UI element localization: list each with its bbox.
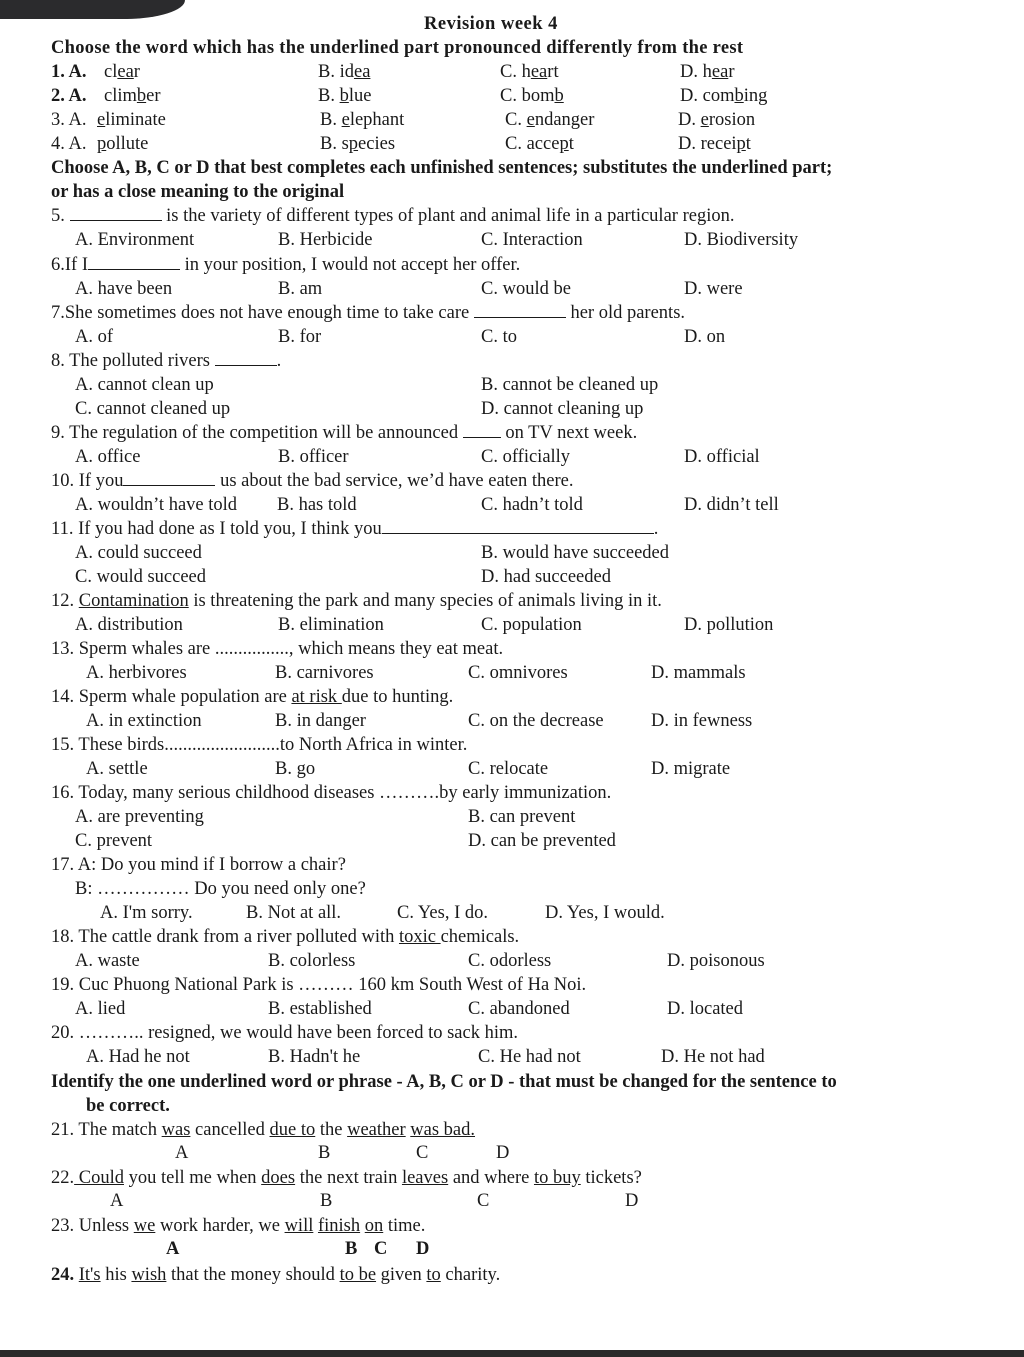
q19-option-a: A. lied [75,999,126,1019]
q20-option-b: B. Hadn't he [268,1047,361,1067]
q9-stem: 9. The regulation of the competition will be announced on TV next week. [51,423,638,443]
q6-option-c: C. would be [481,279,571,299]
section2-heading-line1: Choose A, B, C or D that best completes each unfinished sentences; substitutes the underlined part; [51,158,833,178]
q20-option-c: C. He had not [478,1047,581,1067]
q21-label-d: D [496,1143,510,1163]
q15-option-d: D. migrate [651,759,731,779]
q18-option-d: D. poisonous [667,951,765,971]
q18-option-c: C. odorless [468,951,552,971]
q12-option-b: B. elimination [278,615,384,635]
q13-option-c: C. omnivores [468,663,568,683]
q22-label-c: C [477,1191,490,1211]
q12-stem: 12. Contamination is threatening the park and many species of animals living in it. [51,591,662,611]
q21-label-c: C [416,1143,429,1163]
q4-option-b: B. species [320,134,396,154]
q16-option-d: D. can be prevented [468,831,616,851]
q2-option-d: D. combing [680,86,768,106]
q17-option-c: C. Yes, I do. [397,903,488,923]
q4-option-d: D. receipt [678,134,751,154]
q17-option-a: A. I'm sorry. [100,903,193,923]
q22-label-a: A [110,1191,124,1211]
q17-stem: 17. A: Do you mind if I borrow a chair? [51,855,346,875]
q21-label-a: A [175,1143,189,1163]
q13-option-a: A. herbivores [86,663,187,683]
q6-stem: 6.If I in your position, I would not accept her offer. [51,255,521,275]
section2-heading-line2: or has a close meaning to the original [51,182,345,202]
q5-option-a: A. Environment [75,230,195,250]
q23-sentence: 23. Unless we work harder, we will finish on time. [51,1216,426,1236]
q9-option-d: D. official [684,447,760,467]
q19-option-c: C. abandoned [468,999,570,1019]
q14-option-c: C. on the decrease [468,711,604,731]
q24-sentence: 24. It's his wish that the money should to be given to charity. [51,1265,501,1285]
q13-option-b: B. carnivores [275,663,374,683]
q22-label-b: B [320,1191,333,1211]
q10-option-b: B. has told [277,495,357,515]
q5-option-d: D. Biodiversity [684,230,799,250]
q18-option-a: A. waste [75,951,140,971]
q18-stem: 18. The cattle drank from a river polluted with toxic chemicals. [51,927,520,947]
q9-option-a: A. office [75,447,141,467]
q2-option-b: B. blue [318,86,372,106]
q4-number: 4. A. [51,134,87,154]
q14-option-b: B. in danger [275,711,366,731]
q21-label-b: B [318,1143,331,1163]
q2-option-c: C. bomb [500,86,564,106]
q8-option-b: B. cannot be cleaned up [481,375,659,395]
q19-option-b: B. established [268,999,372,1019]
q10-stem: 10. If you us about the bad service, we’d have eaten there. [51,471,574,491]
q14-option-d: D. in fewness [651,711,753,731]
q17-option-d: D. Yes, I would. [545,903,665,923]
q5-option-c: C. Interaction [481,230,583,250]
q7-stem: 7.She sometimes does not have enough time to take care her old parents. [51,303,686,323]
q7-option-b: B. for [278,327,322,347]
q2-number: 2. A. [51,86,87,106]
q1-option-a: clear [104,62,140,82]
q23-label-c: C [374,1239,388,1259]
q23-label-d: D [416,1239,430,1259]
q3-option-c: C. endanger [505,110,595,130]
q7-option-d: D. on [684,327,726,347]
section1-heading: Choose the word which has the underlined part pronounced differently from the rest [51,38,744,58]
q5-stem: 5. is the variety of different types of plant and animal life in a particular region. [51,206,735,226]
q16-option-a: A. are preventing [75,807,204,827]
q11-stem: 11. If you had done as I told you, I think you . [51,519,659,539]
q8-stem: 8. The polluted rivers . [51,351,282,371]
q11-option-b: B. would have succeeded [481,543,670,563]
top-corner-shape [0,0,185,19]
q1-number: 1. A. [51,62,87,82]
q1-option-c: C. heart [500,62,559,82]
q3-option-d: D. erosion [678,110,756,130]
q22-sentence: 22. Could you tell me when does the next train leaves and where to buy tickets? [51,1168,642,1188]
page-title: Revision week 4 [424,14,558,34]
q8-option-a: A. cannot clean up [75,375,214,395]
q23-label-a: A [166,1239,180,1259]
q21-sentence: 21. The match was cancelled due to the weather was bad. [51,1120,476,1140]
q11-option-c: C. would succeed [75,567,207,587]
q19-option-d: D. located [667,999,744,1019]
q6-option-b: B. am [278,279,323,299]
q19-stem: 19. Cuc Phuong National Park is ……… 160 km South West of Ha Noi. [51,975,587,995]
q5-option-b: B. Herbicide [278,230,373,250]
q17-response-line: B: …………… Do you need only one? [75,879,366,899]
q3-option-b: B. elephant [320,110,405,130]
q14-option-a: A. in extinction [86,711,202,731]
q10-option-a: A. wouldn’t have told [75,495,238,515]
q8-option-d: D. cannot cleaning up [481,399,644,419]
q12-option-a: A. distribution [75,615,183,635]
section3-heading-line2: be correct. [86,1096,170,1116]
section3-heading-line1: Identify the one underlined word or phrase - A, B, C or D - that must be changed for the sentence to [51,1072,837,1092]
q12-option-c: C. population [481,615,582,635]
bottom-bar [0,1350,1024,1357]
q6-option-a: A. have been [75,279,173,299]
q11-option-a: A. could succeed [75,543,202,563]
q4-option-c: C. accept [505,134,574,154]
q22-label-d: D [625,1191,639,1211]
q12-option-d: D. pollution [684,615,774,635]
q15-option-c: C. relocate [468,759,549,779]
q20-option-a: A. Had he not [86,1047,190,1067]
q16-option-c: C. prevent [75,831,153,851]
q10-option-c: C. hadn’t told [481,495,583,515]
q15-option-a: A. settle [86,759,148,779]
q20-stem: 20. ……….. resigned, we would have been forced to sack him. [51,1023,518,1043]
q13-stem: 13. Sperm whales are ................, which means they eat meat. [51,639,504,659]
q2-option-a: climber [104,86,161,106]
q17-option-b: B. Not at all. [246,903,342,923]
q20-option-d: D. He not had [661,1047,765,1067]
q1-option-d: D. hear [680,62,735,82]
q8-option-c: C. cannot cleaned up [75,399,231,419]
q16-option-b: B. can prevent [468,807,576,827]
q18-option-b: B. colorless [268,951,356,971]
q11-option-d: D. had succeeded [481,567,611,587]
q15-stem: 15. These birds.........................to North Africa in winter. [51,735,468,755]
q6-option-d: D. were [684,279,743,299]
q9-option-c: C. officially [481,447,571,467]
q13-option-d: D. mammals [651,663,746,683]
q14-stem: 14. Sperm whale population are at risk due to hunting. [51,687,454,707]
q3-option-a: eliminate [97,110,166,130]
q4-option-a: pollute [97,134,149,154]
q3-number: 3. A. [51,110,87,130]
q16-stem: 16. Today, many serious childhood diseases ……….by early immunization. [51,783,612,803]
q7-option-c: C. to [481,327,517,347]
q1-option-b: B. idea [318,62,371,82]
q7-option-a: A. of [75,327,114,347]
q15-option-b: B. go [275,759,316,779]
q9-option-b: B. officer [278,447,349,467]
q23-label-b: B [345,1239,358,1259]
q10-option-d: D. didn’t tell [684,495,779,515]
